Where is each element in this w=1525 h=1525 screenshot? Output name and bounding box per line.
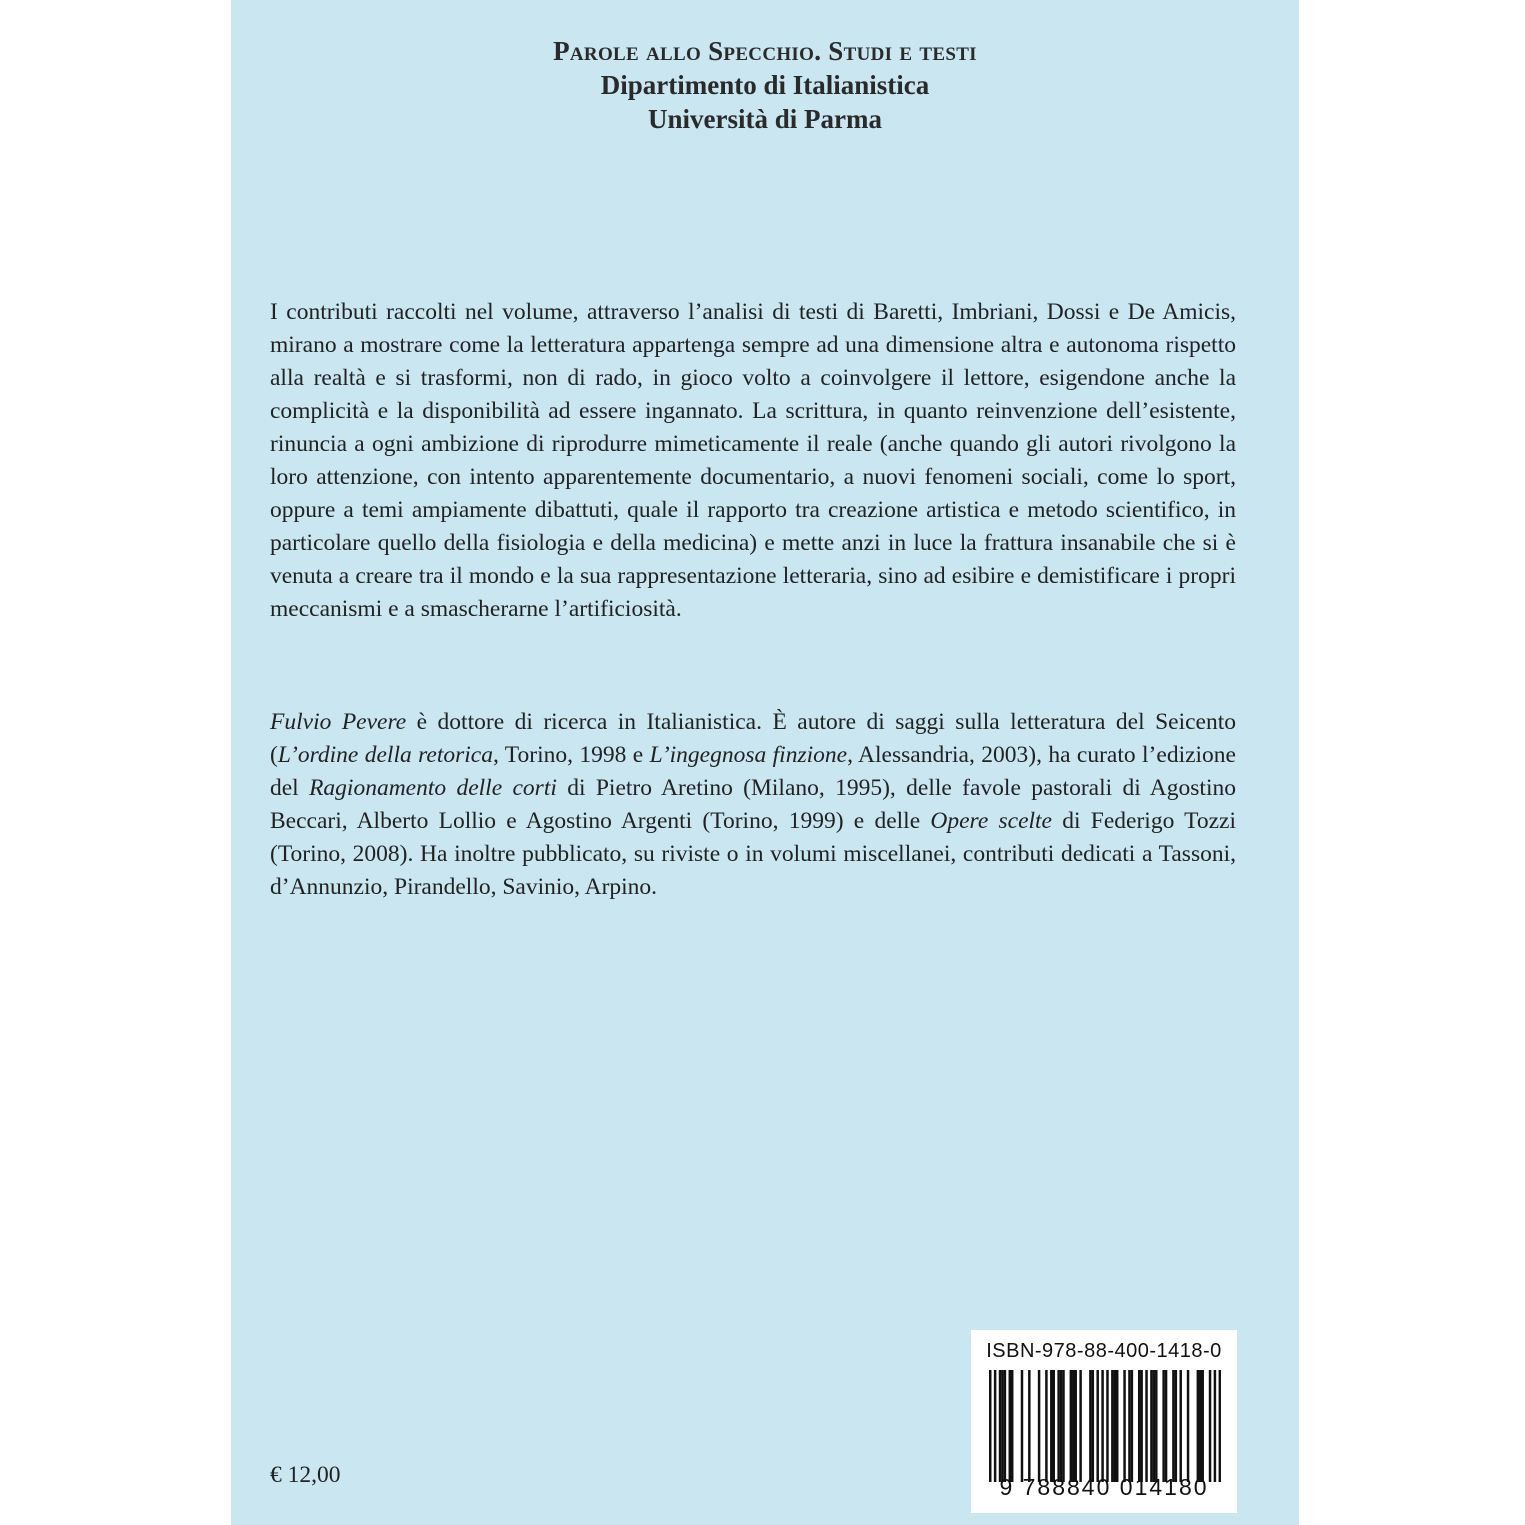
barcode-digits: 9 788840 014180 (999, 1474, 1209, 1500)
series-header (231, 34, 1299, 136)
isbn-label: ISBN-978-88-400-1418-0 (986, 1340, 1222, 1362)
work-title-4: Opere scelte (930, 808, 1052, 834)
bio-text-4: di Pietro Aretino (Milano, 1995), delle favole pastorali di Agostino Beccari, Alberto Lollio e Agostino Argenti (Torino, 1999) e delle (270, 775, 1236, 834)
blurb-paragraph: I contributi raccolti nel volume, attraverso l’analisi di testi di Baretti, Imbriani, Dossi e De Amicis, mirano a mostrare come la letteratura appartenga sempre ad una dimensione altra e autonoma rispetto alla realtà e si trasformi, non di rado, in gioco volto a coinvolgere il lettore, esigendone anche la complicità e la disponibilità ad essere ingannato. La scrittura, in quanto reinvenzione dell’esistente, rinuncia a ogni ambizione di riprodurre mimeticamente il reale (anche quando gli autori rivolgono la loro attenzione, con intento apparentemente documentario, a nuovi fenomeni sociali, come lo sport, oppure a temi ampiamente dibattuti, quale il rapporto tra creazione artistica e metodo scientifico, in particolare quello della fisiologia e della medicina) e mette anzi in luce la frattura insanabile che si è venuta a creare tra il mondo e la sua rappresentazione letteraria, sino ad esibire e demistificare i propri meccanismi e a smascherarne l’artificiosità. (270, 299, 1236, 622)
department-name: Dipartimento di Italianistica (600, 70, 930, 100)
isbn-barcode-block (971, 1330, 1237, 1513)
bio-text-2: , Torino, 1998 e (492, 742, 650, 768)
author-bio (270, 706, 1236, 904)
barcode-icon (989, 1370, 1221, 1482)
bio-text-3: , Alessandria, 2003), ha curato l’edizione del (270, 742, 1236, 801)
university-name: Università di Parma (648, 104, 882, 134)
work-title-2: L’ingegnosa finzione (649, 742, 848, 768)
price-label: € 12,00 (270, 1462, 341, 1488)
back-cover (231, 0, 1299, 1525)
bio-text-1: è dottore di ricerca in Italianistica. È autore di saggi sulla letteratura del Seicento ( (270, 709, 1236, 768)
work-title-1: L’ordine della retorica (277, 742, 493, 768)
author-name: Fulvio Pevere (270, 709, 407, 735)
series-title: Parole allo Specchio. Studi e testi (553, 36, 977, 66)
bio-text-5: di Federigo Tozzi (Torino, 2008). Ha inoltre pubblicato, su riviste o in volumi miscellanei, contributi dedicati a Tassoni, d’Annunzio, Pirandello, Savinio, Arpino. (270, 808, 1236, 900)
work-title-3: Ragionamento delle corti (309, 775, 557, 801)
